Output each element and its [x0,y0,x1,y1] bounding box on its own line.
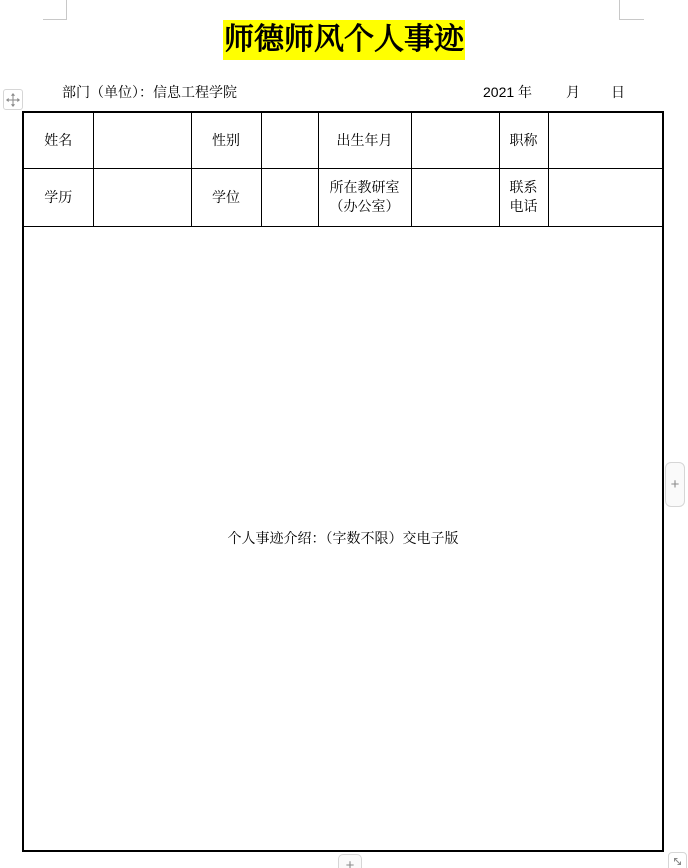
plus-icon: + [345,857,355,868]
education-label: 学历 [44,188,73,205]
date-year: 2021 年 [483,84,533,100]
office-value-cell[interactable] [411,168,499,226]
gender-value-cell[interactable] [261,112,318,168]
birth-label-cell [318,112,411,168]
degree-label-cell [191,168,261,226]
plus-icon: + [670,476,680,493]
birth-label: 出生年月 [336,131,393,148]
document-title: 师德师风个人事迹 [223,20,465,60]
rank-label: 职称 [509,131,538,148]
department-line: 部门（单位）：信息工程学院 [62,84,237,100]
margin-mark-top-right-vertical [619,0,620,19]
office-label-cell [318,168,411,226]
personal-deeds-form-table [22,111,664,852]
table-move-handle[interactable] [3,89,23,110]
phone-label-line1: 联系 [509,179,538,195]
gender-label: 性别 [212,131,240,148]
add-row-button[interactable] [338,854,362,868]
gender-label-cell [191,112,261,168]
margin-mark-top-left-vertical [66,0,67,19]
degree-value-cell[interactable] [261,168,318,226]
name-label: 姓名 [44,131,73,148]
move-cross-icon [6,93,20,107]
education-value-cell[interactable] [93,168,191,226]
deeds-intro-prompt: 个人事迹介绍：（字数不限）交电子版 [227,529,459,546]
phone-value-cell[interactable] [548,168,663,226]
name-label-cell [23,112,93,168]
date-day: 日 [611,84,625,100]
deeds-intro-cell[interactable] [23,226,663,851]
birth-value-cell[interactable] [411,112,499,168]
rank-value-cell[interactable] [548,112,663,168]
table-resize-handle[interactable] [668,852,687,868]
office-label-line1: 所在教研室 [329,179,400,195]
diagonal-resize-icon [671,855,684,868]
office-label-line2: （办公室） [329,198,400,214]
degree-label: 学位 [212,188,240,205]
date-month: 月 [566,84,580,100]
education-label-cell [23,168,93,226]
phone-label-line2: 电话 [509,198,538,214]
rank-label-cell [499,112,548,168]
phone-label-cell [499,168,548,226]
add-column-button[interactable] [665,462,685,507]
document-title-row [0,20,688,60]
name-value-cell[interactable] [93,112,191,168]
